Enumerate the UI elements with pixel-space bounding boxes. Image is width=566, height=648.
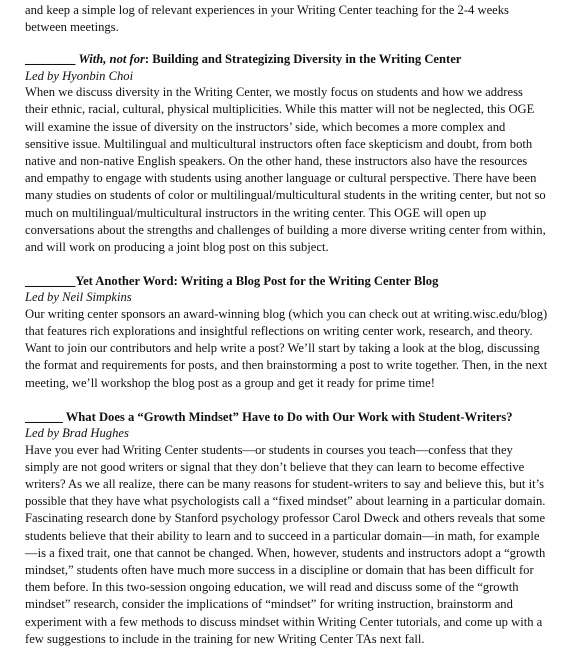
session-title	[25, 51, 548, 68]
signup-blank: ________	[25, 52, 76, 67]
session-leader: Led by Neil Simpkins	[25, 290, 132, 305]
session-title-text: Yet Another Word: Writing a Blog Post for the Writing Center Blog	[75, 274, 439, 289]
signup-blank: ______	[25, 409, 63, 424]
session-title-italic: With, not for	[78, 52, 145, 67]
session-title-text: What Does a “Growth Mindset” Have to Do with Our Work with Student-Writers?	[65, 409, 513, 424]
session-title	[25, 409, 548, 426]
session-description: Have you ever had Writing Center students—or students in courses you teach—confess that they simply are not good writers or signal that they don’t believe that they can learn to become effective writers? As we all realize, there can be many reasons for student-writers to say and believe this, but it’s possible that they have what psychologists call a “fixed mindset” about learning in a particular domain. Fascinating research done by Stanford psychology professor Carol Dweck and others reveals that some students believe that their ability to learn and to succeed in a particular domain—in math, for example—is a fixed trait, one that cannot be changed. When, however, students and instructors adopt a “growth mindset,” students often have much more success in a discipline or domain that has been difficult for them before. In this two-session ongoing education, we will read and discuss some of the “growth mindset” research, consider the implications of “mindset” for writing instruction, brainstorm and experiment with a few methods to discuss mindset within Writing Center tutorials, and come up with a few suggestions to include in the training for new Writing Center TAs next fall.	[25, 442, 546, 646]
signup-blank: ________	[25, 274, 76, 289]
session-growth-mindset	[25, 409, 548, 648]
session-title	[25, 273, 548, 290]
session-title-rest: : Building and Strategizing Diversity in the Writing Center	[144, 52, 462, 67]
intro-paragraph: and keep a simple log of relevant experiences in your Writing Center teaching for the 2-4 weeks between meetings.	[25, 3, 509, 35]
session-with-not-for	[25, 51, 548, 256]
session-leader: Led by Hyonbin Choi	[25, 68, 134, 83]
document-page	[0, 2, 566, 646]
session-description: Our writing center sponsors an award-winning blog (which you can check out at writing.wisc.edu/blog) that features rich explorations and insightful reflections on writing center work, research, and theory. Want to join our contributors and help write a post? We’ll start by taking a look at the blog, discussing the format and requirements for posts, and then brainstorming a post to write together. Then, in the next meeting, we’ll workshop the blog post as a group and get it ready for prime time!	[25, 306, 548, 390]
session-leader: Led by Brad Hughes	[25, 426, 129, 441]
session-yet-another-word	[25, 273, 548, 392]
session-description: When we discuss diversity in the Writing Center, we mostly focus on students and how we address their ethnic, racial, cultural, physical multiplicities. While this matter will not be neglected, this OGE will examine the issue of diversity on the instructors’ side, which becomes a more complex and sensitive issue. Multilingual and multicultural instructors often face skepticism and doubt, from both native and non-native English speakers. On the other hand, these instructors also have the resources and empathy to engage with students using another language or cultural perspective. There have been many studies on students of color or multilingual/multicultural students in the writing center, but not so much on multilingual/multicultural instructors in the writing center. This OGE will open up conversations about the strengths and challenges of building a more diverse writing center from within, and will work on producing a joint blog post on this subject.	[25, 85, 546, 254]
